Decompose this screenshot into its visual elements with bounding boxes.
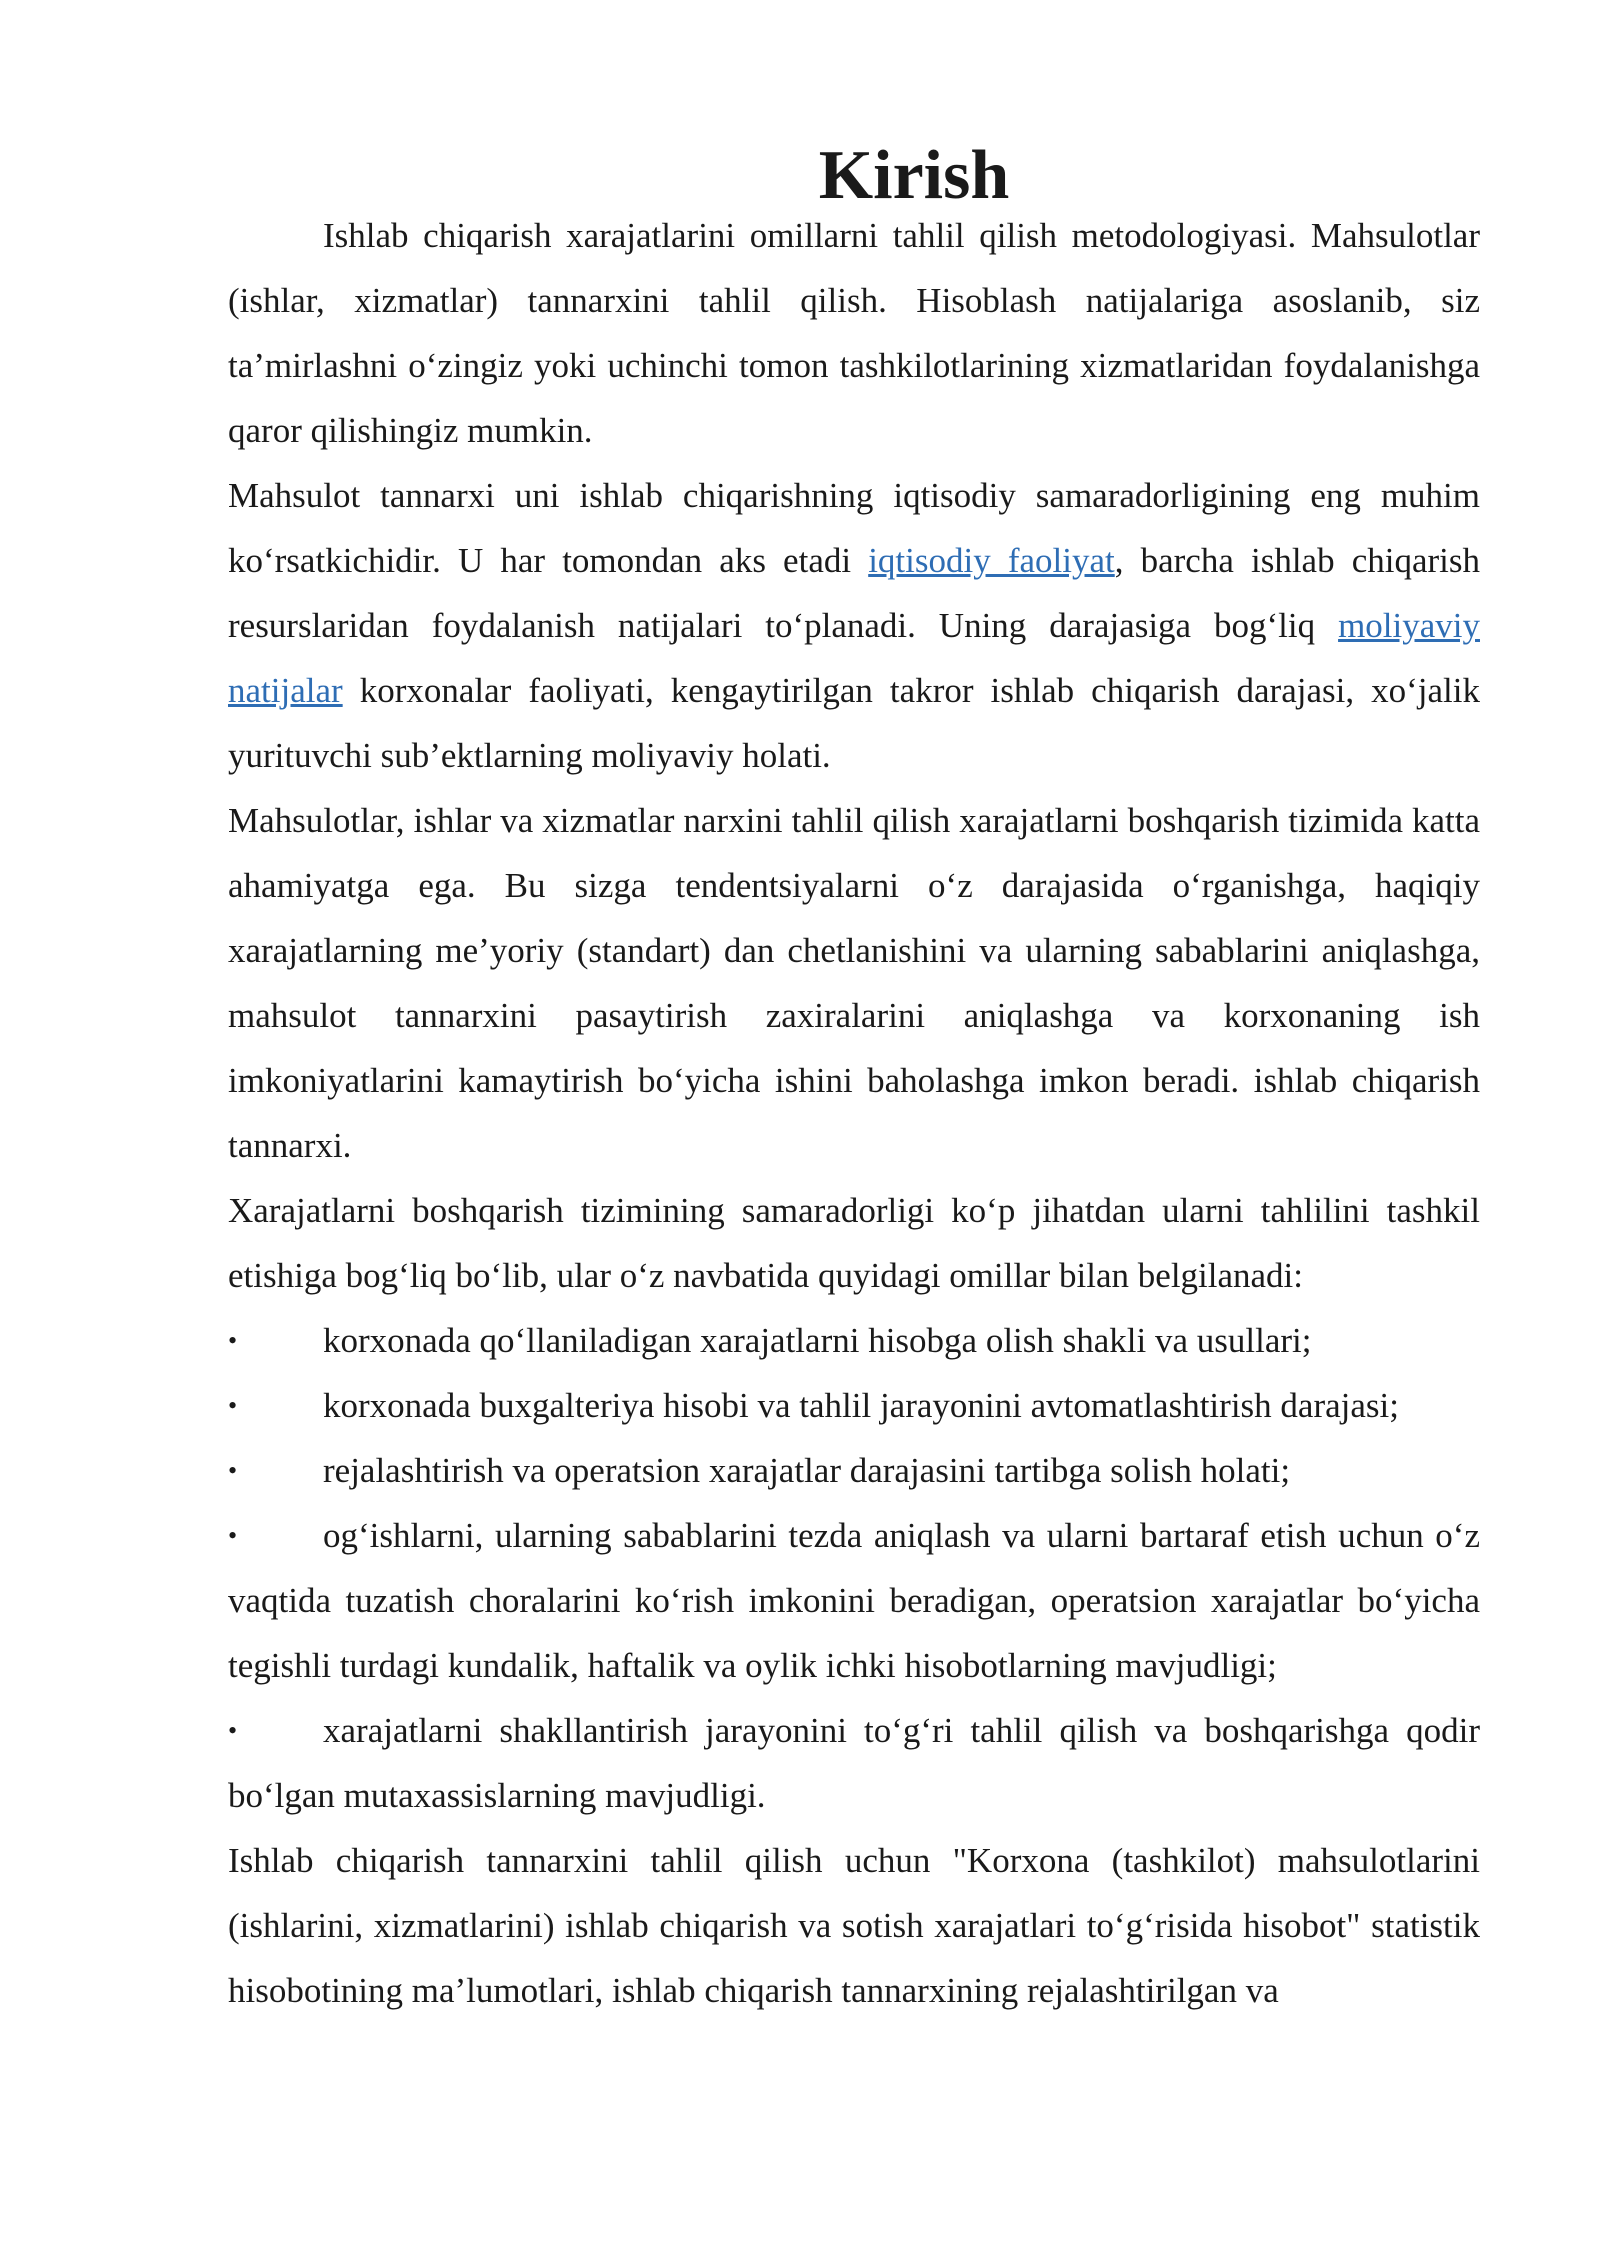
- link-moliyaviy-natijalar[interactable]: moliyaviy natijalar: [228, 606, 1480, 710]
- link-iqtisodiy-faoliyat[interactable]: iqtisodiy faoliyat: [868, 541, 1115, 580]
- bullet-icon: •: [228, 1521, 238, 1550]
- paragraph-text: korxonalar faoliyati, kengaytirilgan takror ishlab chiqarish darajasi, xo‘jalik yurituvchi sub’ektlarning moliyaviy holati.: [228, 671, 1480, 775]
- list-item-text: korxonada qo‘llaniladigan xarajatlarni hisobga olish shakli va usullari;: [323, 1321, 1312, 1360]
- paragraph-price-analysis: Mahsulotlar, ishlar va xizmatlar narxini tahlil qilish xarajatlarni boshqarish tizimida katta ahamiyatga ega. Bu sizga tendentsiyalarni o‘z darajasida o‘rganishga, haqiqiy xarajatlarning me’yoriy (standart) dan chetlanishini va ularning sabablarini aniqlashga, mahsulot tannarxini pasaytirish zaxiralarini aniqlashga va korxonaning ish imkoniyatlarini kamaytirish bo‘yicha ishini baholashga imkon beradi. ishlab chiqarish tannarxi.: [228, 801, 1480, 1165]
- paragraph-management-efficiency: Xarajatlarni boshqarish tizimining samaradorligi ko‘p jihatdan ularni tahlilini tashkil etishiga bog‘liq bo‘lib, ular o‘z navbatida quyidagi omillar bilan belgilanadi:: [228, 1191, 1480, 1295]
- list-item-text: og‘ishlarni, ularning sabablarini tezda aniqlash va ularni bartaraf etish uchun o‘z vaqtida tuzatish choralarini ko‘rish imkonini beradigan, operatsion xarajatlar bo‘yicha tegishli turdagi kundalik, haftalik va oylik ichki hisobotlarning mavjudligi;: [228, 1516, 1480, 1685]
- paragraph-cost-indicator: [228, 463, 1480, 788]
- page-title: Kirish: [818, 137, 1010, 214]
- list-item: [228, 1308, 1480, 1373]
- paragraph-text: Mahsulot tannarxi uni ishlab chiqarishning iqtisodiy samaradorligining eng muhim ko‘rsatkichidir. U har tomondan aks etadi: [228, 476, 1480, 580]
- list-item: [228, 1698, 1480, 1828]
- list-item: [228, 1438, 1480, 1503]
- paragraph-text: , barcha ishlab chiqarish resurslaridan foydalanish natijalari to‘planadi. Uning darajasiga bog‘liq: [228, 541, 1480, 645]
- list-item-text: rejalashtirish va operatsion xarajatlar darajasini tartibga solish holati;: [323, 1451, 1291, 1490]
- document-body: [228, 137, 1480, 2023]
- bullet-icon: •: [228, 1326, 238, 1355]
- paragraph-data-sources: Ishlab chiqarish tannarxini tahlil qilish uchun "Korxona (tashkilot) mahsulotlarini (ishlarini, xizmatlarini) ishlab chiqarish va sotish xarajatlari to‘g‘risida hisobot" statistik hisobotining ma’lumotlari, ishlab chiqarish tannarxining rejalashtirilgan va: [228, 1841, 1480, 2010]
- bullet-icon: •: [228, 1456, 238, 1485]
- list-item: [228, 1503, 1480, 1698]
- list-item-text: xarajatlarni shakllantirish jarayonini to‘g‘ri tahlil qilish va boshqarishga qodir bo‘lgan mutaxassislarning mavjudligi.: [228, 1711, 1480, 1815]
- bullet-icon: •: [228, 1391, 238, 1420]
- bullet-icon: •: [228, 1716, 238, 1745]
- list-item: [228, 1373, 1480, 1438]
- list-item-text: korxonada buxgalteriya hisobi va tahlil jarayonini avtomatlashtirish darajasi;: [323, 1386, 1399, 1425]
- paragraph-intro: Ishlab chiqarish xarajatlarini omillarni tahlil qilish metodologiyasi. Mahsulotlar (ishlar, xizmatlar) tannarxini tahlil qilish. Hisoblash natijalariga asoslanib, siz ta’mirlashni o‘zingiz yoki uchinchi tomon tashkilotlarining xizmatlaridan foydalanishga qaror qilishingiz mumkin.: [228, 216, 1480, 450]
